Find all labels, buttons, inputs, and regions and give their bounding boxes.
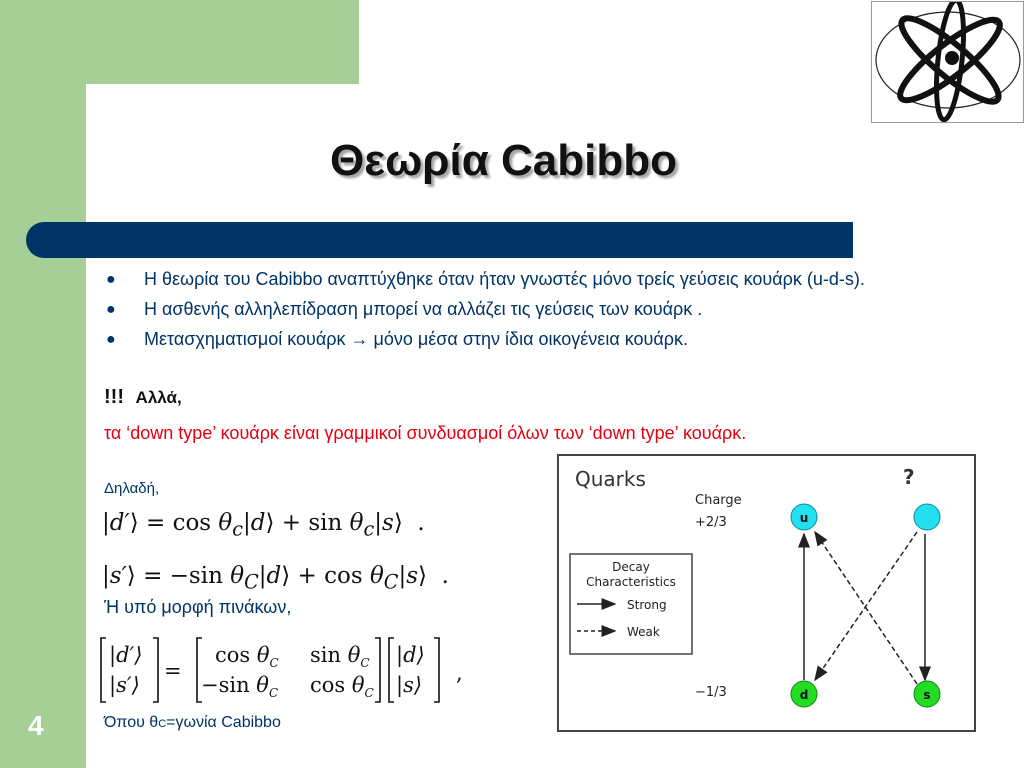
- slide-number: 4: [28, 710, 44, 741]
- svg-text:|d′⟩: |d′⟩: [109, 643, 143, 667]
- title-underline-bar: [26, 222, 853, 258]
- atom-icon: [872, 2, 1023, 122]
- svg-text:cos θC: $\cos \theta_C$: [215, 643, 279, 670]
- charge-upper: +2/3: [695, 515, 727, 530]
- namely-label: Δηλαδή,: [104, 480, 160, 497]
- svg-text:sin θC: $\sin \theta_C$: [310, 643, 370, 670]
- exclamation-marks: !!!: [104, 386, 124, 408]
- bullet-item: ● Μετασχηματισμοί κουάρκ → μόνο μέσα στην ίδια οικογένεια κουάρκ.: [106, 329, 689, 349]
- bullet-dot-icon: ●: [106, 301, 116, 318]
- top-green-block: [86, 0, 359, 84]
- but-word: Αλλά,: [135, 388, 182, 407]
- quark-unknown-node: [914, 504, 940, 530]
- svg-text:=: =: [164, 659, 182, 683]
- but-line: [104, 386, 182, 409]
- quark-d-label: d: [799, 688, 809, 702]
- bullet-dot-icon: ●: [106, 271, 116, 288]
- bullet-dot-icon: ●: [106, 331, 116, 348]
- svg-text:|s⟩: |s⟩: [396, 673, 423, 697]
- quark-s-label: s: [923, 688, 931, 702]
- svg-text:,: ,: [456, 661, 463, 685]
- atom-logo: [871, 1, 1024, 123]
- bullet-list: [104, 268, 974, 358]
- charge-lower: −1/3: [695, 685, 727, 700]
- svg-text:−sin θC: −sin $\theta_C$: [201, 673, 279, 700]
- legend-title-1: Decay: [612, 560, 650, 574]
- legend-title-2: Characteristics: [586, 575, 676, 589]
- bullet-item: ● Η θεωρία του Cabibbo αναπτύχθηκε όταν ήταν γνωστές μόνο τρείς γεύσεις κουάρκ (u-d-s).: [106, 269, 865, 289]
- equation-s-prime: |s′⟩ = −sin $\theta_C|d⟩ + \cos$ $\theta_C|s⟩$ .: [102, 563, 449, 594]
- left-green-band: [0, 0, 86, 768]
- question-mark: ?: [903, 465, 915, 489]
- cabibbo-angle-note: Όπου θC=γωνία Cabibbo: [104, 714, 281, 731]
- charge-label: Charge: [695, 493, 742, 508]
- diagram-title: Quarks: [575, 467, 646, 491]
- equation-d-prime: |d′⟩ = $\cos \theta_c|d⟩ + \sin$ $\theta_c|s⟩$ .: [102, 510, 425, 541]
- svg-text:|d⟩: |d⟩: [396, 643, 425, 667]
- legend-weak: Weak: [627, 625, 660, 639]
- down-type-statement: τα ‘down type’ κουάρκ είναι γραμμικοί συνδυασμοί όλων των ‘down type’ κουάρκ.: [104, 423, 747, 443]
- quark-u-label: u: [799, 511, 809, 525]
- legend-strong: Strong: [627, 598, 667, 612]
- matrix-equation: [98, 634, 478, 706]
- svg-text:|s′⟩: |s′⟩: [109, 673, 140, 697]
- quark-decay-diagram: [557, 454, 976, 732]
- slide-title: Θεωρία Cabibbo: [330, 136, 677, 185]
- bullet-item: ● Η ασθενής αλληλεπίδραση μπορεί να αλλάζει τις γεύσεις των κουάρκ .: [106, 299, 703, 319]
- matrix-form-label: Ή υπό μορφή πινάκων,: [104, 597, 292, 617]
- svg-text:cos θC: $\cos \theta_C$: [310, 673, 374, 700]
